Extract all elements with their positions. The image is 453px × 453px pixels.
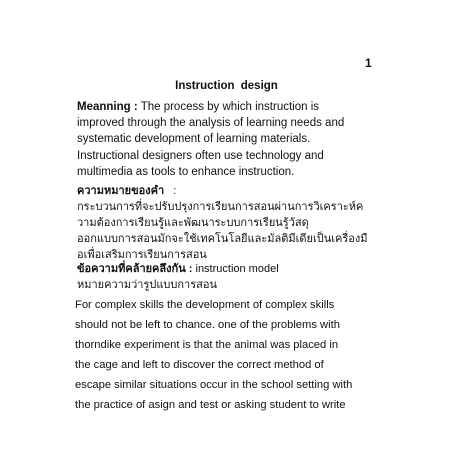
related-terms-section (77, 261, 377, 293)
body-paragraph (75, 295, 381, 415)
thai-definition-line: วามต้องการเรียนรู้และพัฒนาระบบการเรียนรู้วัสดุ (77, 217, 309, 229)
body-line: For complex skills the development of complex skills (75, 299, 335, 311)
meaning-label: Meanning : (77, 101, 138, 113)
body-line: escape similar situations occur in the school setting with (75, 379, 353, 391)
related-terms-value: instruction model (192, 263, 279, 275)
meaning-line: Instructional designers often use technology and (77, 149, 324, 162)
thai-definition-line: ออกแบบการสอนมักจะใช้เทคโนโลยีและมัลติมีเดียเป็นเครื่องมื (77, 233, 368, 245)
body-line: the practice of asign and test or asking student to write (75, 399, 346, 411)
body-line: thorndike experiment is that the animal was placed in (75, 339, 339, 351)
thai-definition-line: อเพื่อเสริมการเรียนการสอน (77, 249, 207, 261)
related-terms-label: ข้อความที่คล้ายคลึงกัน : (77, 263, 193, 275)
meaning-line: improved through the analysis of learning needs and (77, 117, 345, 130)
meaning-line: multimedia as tools to enhance instruction. (77, 165, 295, 178)
thai-definition-line: กระบวนการที่จะปรับปรุงการเรียนการสอนผ่านการวิเคราะห์ค (77, 201, 364, 213)
document-title: Instruction design (175, 80, 278, 92)
thai-definition-label: ความหมายของคำ (77, 185, 165, 197)
body-line: the cage and left to discover the correct method of (75, 359, 324, 371)
related-terms-thai-value: หมายความว่ารูปแบบการสอน (77, 279, 217, 291)
body-line: should not be left to chance. one of the problems with (75, 319, 340, 331)
meaning-line: systematic development of learning materials. (77, 133, 311, 146)
thai-definition-separator: : (164, 185, 177, 197)
meaning-line: The process by which instruction is (137, 101, 320, 113)
thai-definition-section (77, 183, 377, 263)
meaning-section (77, 99, 377, 180)
page-number: 1 (365, 56, 372, 70)
